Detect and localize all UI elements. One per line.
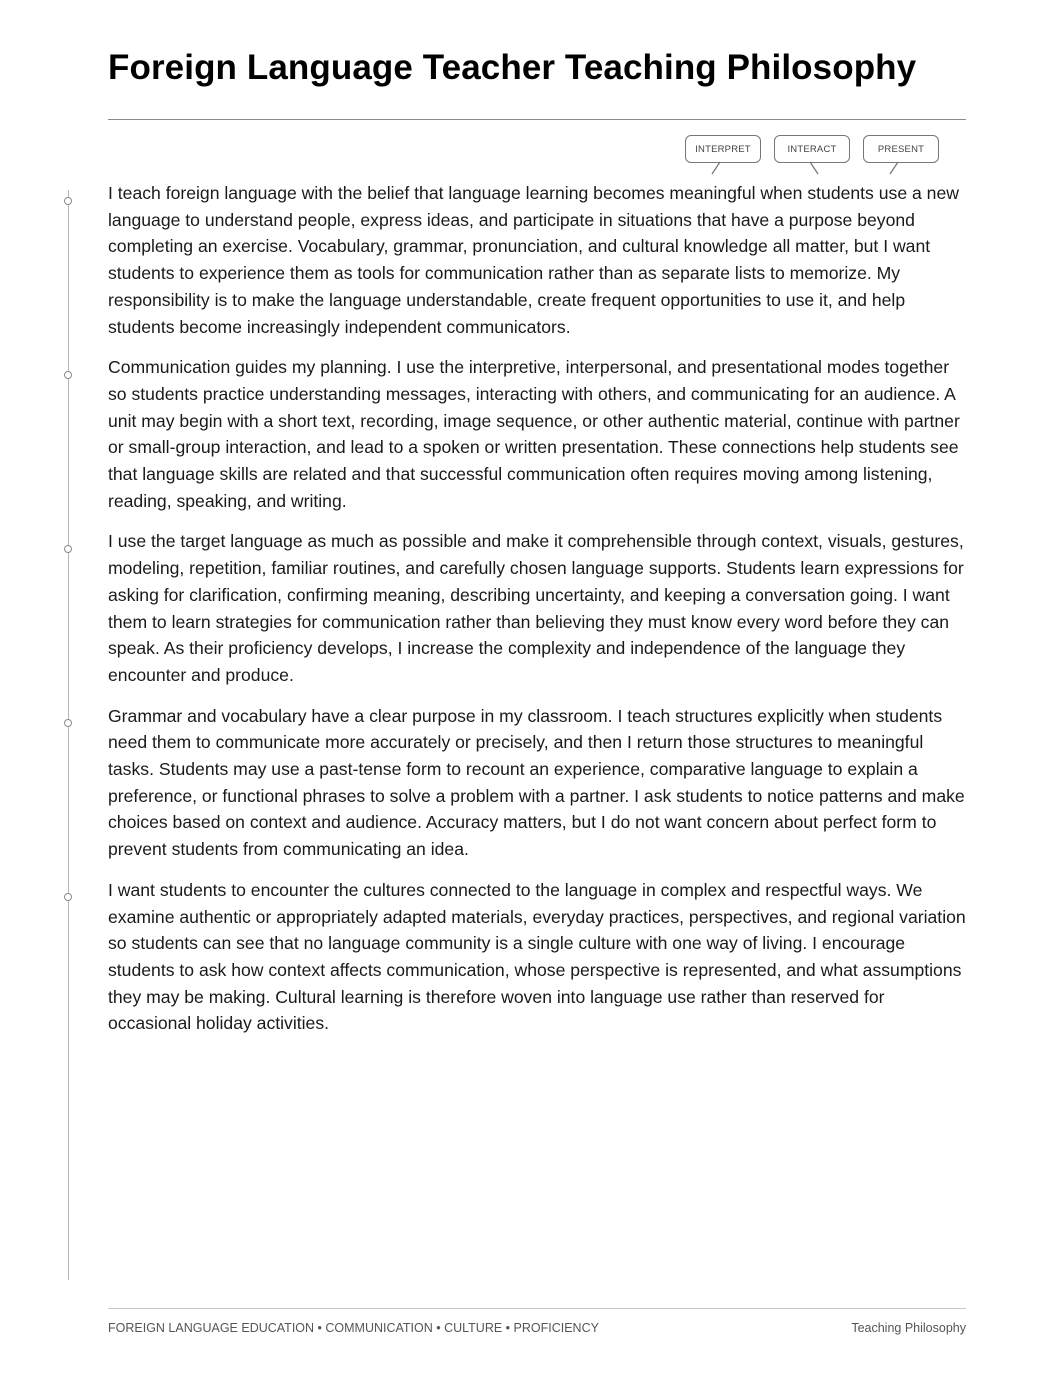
timeline-marker-icon [64,197,72,205]
timeline-marker-icon [64,545,72,553]
bubble-tail-icon [888,162,902,176]
page-title: Foreign Language Teacher Teaching Philosophy [108,48,917,87]
bubble-tail-icon [710,162,724,176]
footer-divider [108,1308,966,1309]
timeline-marker-icon [64,719,72,727]
body-text [108,180,970,1051]
mode-bubble-interact: INTERACT [774,135,850,163]
footer-doc-label: Teaching Philosophy [851,1321,966,1335]
paragraph-communication: Communication guides my planning. I use the interpretive, interpersonal, and presentational modes together so students practice understanding messages, interacting with others, and communicating for an audience. A unit may begin with a short text, recording, image sequence, or other authentic material, continue with partner or small-group interaction, and lead to a spoken or written presentation. These connections help students see that language skills are related and that successful communication often requires moving among listening, reading, speaking, and writing. [108,357,960,511]
paragraph-grammar: Grammar and vocabulary have a clear purpose in my classroom. I teach structures explicitly when students need them to communicate more accurately or precisely, and then I return those structures to meaningful tasks. Students may use a past-tense form to recount an experience, comparative language to explain a preference, or functional phrases to solve a problem with a partner. I ask students to notice patterns and make choices based on context and audience. Accuracy matters, but I do not want concern about perfect form to prevent students from communicating an idea. [108,705,965,860]
title-divider [108,119,966,120]
mode-bubble-present: PRESENT [863,135,939,163]
timeline-marker-icon [64,893,72,901]
timeline-line [68,190,69,1280]
mode-bubble-interpret: INTERPRET [685,135,761,163]
paragraph-philosophy: I teach foreign language with the belief that language learning becomes meaningful when students use a new language to understand people, express ideas, and participate in situations that have a purpose beyond completing an exercise. Vocabulary, grammar, pronunciation, and cultural knowledge all matter, but I want students to experience them as tools for communication rather than as separate lists to memorize. My responsibility is to make the language understandable, create frequent opportunities to use it, and help students become increasingly independent communicators. [108,183,959,337]
timeline-marker-icon [64,371,72,379]
paragraph-target-language: I use the target language as much as possible and make it comprehensible through context, visuals, gestures, modeling, repetition, familiar routines, and carefully chosen language supports. Students learn expressions for asking for clarification, confirming meaning, describing uncertainty, and keeping a conversation going. I want them to learn strategies for communication rather than believing they must know every word before they can speak. As their proficiency develops, I increase the complexity and independence of the language they encounter and produce. [108,531,964,685]
bubble-tail-icon [806,162,820,176]
footer-tagline: FOREIGN LANGUAGE EDUCATION • COMMUNICATION • CULTURE • PROFICIENCY [108,1321,599,1335]
paragraph-culture: I want students to encounter the cultures connected to the language in complex and respectful ways. We examine authentic or appropriately adapted materials, everyday practices, perspectives, and regional variation so students can see that no language community is a single culture with one way of living. I encourage students to ask how context affects communication, whose perspective is represented, and what assumptions they may be making. Cultural learning is therefore woven into language use rather than reserved for occasional holiday activities. [108,879,966,1034]
